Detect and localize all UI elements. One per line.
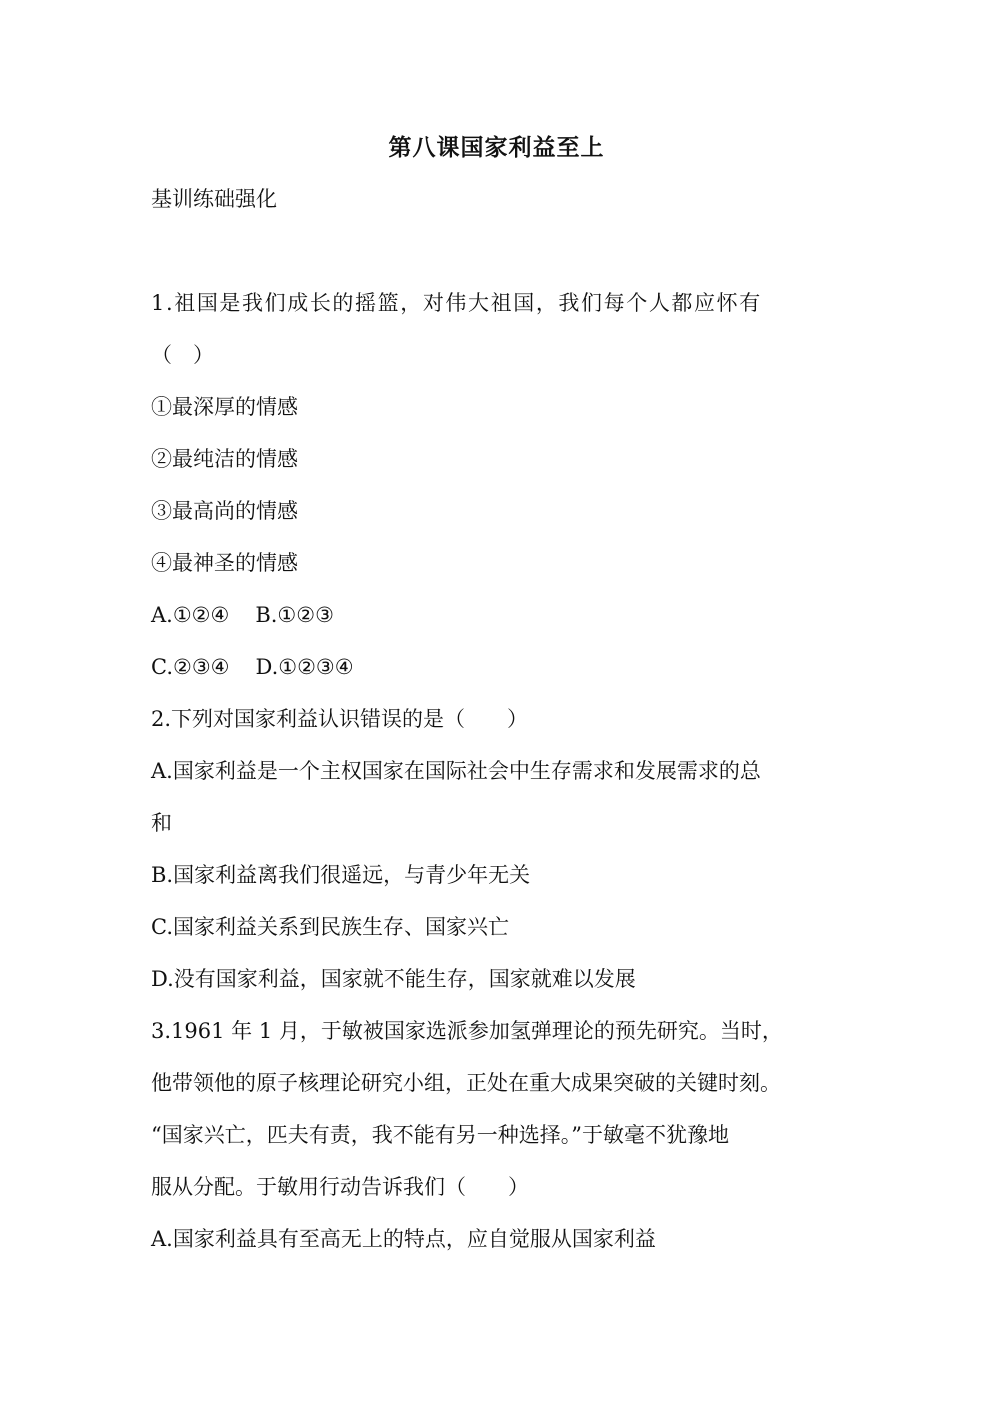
- section-heading: 基训练础强化: [151, 187, 277, 211]
- q3-stem-line1: 3.1961 年 1 月，于敏被国家选派参加氢弹理论的预先研究。当时，: [151, 1019, 783, 1043]
- q1-options-row2: [151, 652, 354, 682]
- lesson-title: 第八课国家利益至上: [388, 134, 605, 161]
- q2-option-a-line1: A.国家利益是一个主权国家在国际社会中生存需求和发展需求的总: [151, 759, 761, 783]
- q3-option-a: A.国家利益具有至高无上的特点，应自觉服从国家利益: [151, 1227, 656, 1251]
- q3-stem-line4: 服从分配。于敏用行动告诉我们（ ）: [151, 1175, 529, 1199]
- q3-stem-line3: “国家兴亡，匹夫有责，我不能有另一种选择。”于敏毫不犹豫地: [151, 1123, 729, 1147]
- q2-option-a-line2: 和: [151, 811, 172, 835]
- q1-stem-line2: （ ）: [151, 343, 214, 367]
- q2-stem: 2.下列对国家利益认识错误的是（ ）: [151, 707, 529, 731]
- q1-option-b: B.①②③: [255, 603, 334, 627]
- q1-item-1: ①最深厚的情感: [151, 395, 298, 419]
- q1-item-4: ④最神圣的情感: [151, 551, 298, 575]
- q1-options-row1: [151, 600, 334, 630]
- q1-option-c: C.②③④: [151, 655, 230, 679]
- q1-stem-line1: 1.祖国是我们成长的摇篮，对伟大祖国，我们每个人都应怀有: [151, 291, 762, 315]
- q2-option-d: D.没有国家利益，国家就不能生存，国家就难以发展: [151, 967, 636, 991]
- q3-stem-line2: 他带领他的原子核理论研究小组，正处在重大成果突破的关键时刻。: [151, 1071, 781, 1095]
- q1-option-a: A.①②④: [151, 603, 230, 627]
- q1-item-2: ②最纯洁的情感: [151, 447, 298, 471]
- q2-option-b: B.国家利益离我们很遥远，与青少年无关: [151, 863, 531, 887]
- q1-item-3: ③最高尚的情感: [151, 499, 298, 523]
- q2-option-c: C.国家利益关系到民族生存、国家兴亡: [151, 915, 509, 939]
- q1-option-d: D.①②③④: [255, 655, 354, 679]
